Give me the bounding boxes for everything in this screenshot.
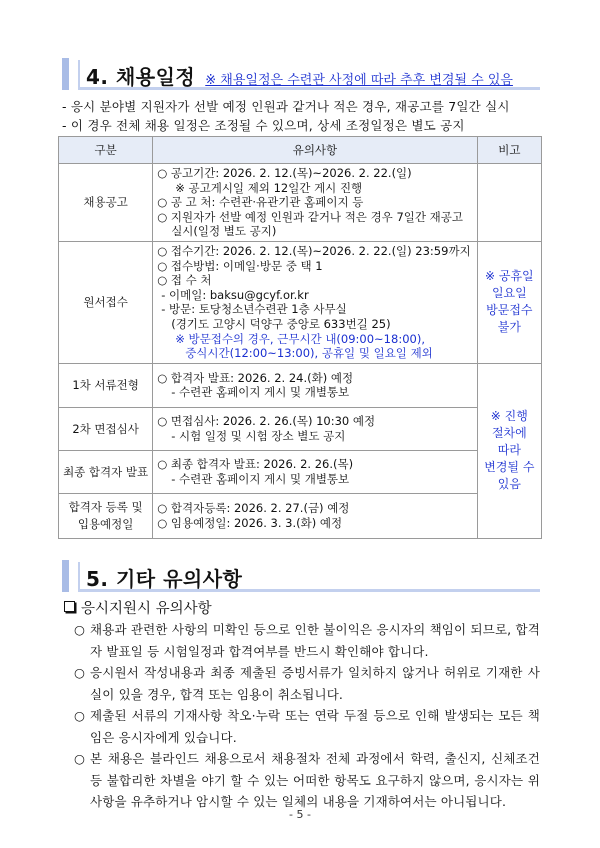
header-remark: 비고	[477, 137, 541, 164]
heading-accent-bar	[62, 560, 69, 592]
heading-divider	[78, 562, 80, 592]
detail-line: ○ 최종 합격자 발표: 2026. 2. 26.(목)	[157, 457, 354, 472]
list-item	[74, 748, 540, 813]
email-line: - 이메일: baksu@gcyf.or.kr	[161, 287, 309, 302]
detail-line: ○ 임용예정일: 2026. 3. 3.(화) 예정	[157, 515, 343, 530]
row-details	[153, 407, 477, 450]
row-remark	[477, 241, 541, 363]
remark-line: 절차에	[491, 426, 527, 441]
detail-line: ○ 면접심사: 2026. 2. 26.(목) 10:30 예정	[157, 414, 376, 429]
remark-line: 불가	[497, 320, 521, 335]
detail-line: ○ 접수방법: 이메일·방문 중 택 1	[157, 258, 323, 273]
detail-line: - 방문: 토당청소년수련관 1층 사무실	[161, 302, 347, 317]
detail-line: ○ 합격자 발표: 2026. 2. 24.(화) 예정	[157, 370, 354, 385]
row-category	[59, 493, 153, 538]
section-title-text: 4. 채용일정	[86, 65, 196, 89]
checkbox-square-icon	[64, 601, 75, 612]
detail-line: ※ 공고게시일 제외 12일간 게시 진행	[175, 180, 363, 195]
table-row	[59, 164, 542, 242]
visit-note-line: 중식시간(12:00~13:00), 공휴일 및 일요일 제외	[185, 346, 433, 361]
remark-line: 변경될 수	[484, 460, 535, 475]
heading-divider	[78, 60, 80, 90]
detail-line: - 수련관 홈페이지 게시 및 개별통보	[171, 471, 350, 486]
header-category: 구분	[59, 137, 153, 164]
header-notes: 유의사항	[153, 137, 477, 164]
row-category: 원서접수	[59, 241, 153, 363]
row-category: 1차 서류전형	[59, 363, 153, 407]
list-item-text: 채용과 관련한 사항의 미확인 등으로 인한 불이익은 응시자의 책임이 되므로, 합격자 발표일 등 시험일정과 합격여부를 반드시 확인해야 합니다.	[90, 622, 540, 659]
list-item-text: 본 채용은 블라인드 채용으로서 채용절차 전체 과정에서 학력, 출신지, 신체조건 등 불합리한 차별을 야기 할 수 있는 어떠한 항목도 요구하지 않으며, 응시자는 위 사항을 유추하거나 암시할 수 있는 일체의 내용을 기재하여서는 아니됩니다.	[90, 751, 540, 809]
row-details	[153, 241, 477, 363]
detail-line: - 수련관 홈페이지 게시 및 개별통보	[171, 385, 350, 400]
row-category: 2차 면접심사	[59, 407, 153, 450]
section-title	[86, 61, 513, 90]
intro-line-1: - 응시 분야별 지원자가 선발 예정 인원과 같거나 적은 경우, 재공고를 7일간 실시	[62, 99, 510, 114]
section-5-heading	[62, 560, 540, 592]
table-row	[59, 450, 542, 493]
list-item-text: 제출된 서류의 기재사항 착오·누락 또는 연락 두절 등으로 인해 발생되는 모든 책임은 응시자에게 있습니다.	[90, 708, 540, 745]
category-line: 입용예정일	[77, 516, 134, 531]
row-details	[153, 363, 477, 407]
detail-line: ○ 접 수 처	[157, 273, 212, 288]
subheading	[64, 597, 212, 618]
circle-bullet-icon: ○	[74, 708, 86, 723]
list-item	[74, 662, 540, 705]
table-row	[59, 407, 542, 450]
row-details	[153, 164, 477, 242]
remark-line: 따라	[497, 443, 521, 458]
merged-remark	[477, 363, 541, 538]
detail-line: ○ 합격자등록: 2026. 2. 27.(금) 예정	[157, 501, 350, 516]
section-title: 5. 기타 유의사항	[86, 567, 243, 591]
table-row	[59, 241, 542, 363]
circle-bullet-icon: ○	[74, 751, 86, 766]
circle-bullet-icon: ○	[74, 665, 86, 680]
schedule-table	[58, 136, 542, 539]
row-details	[153, 450, 477, 493]
heading-accent-bar	[62, 58, 69, 90]
table-row	[59, 493, 542, 538]
row-category: 채용공고	[59, 164, 153, 242]
detail-line: ○ 공고기간: 2026. 2. 12.(목)~2026. 2. 22.(일)	[157, 166, 412, 180]
section-4-heading	[62, 58, 540, 90]
list-item	[74, 705, 540, 748]
page-number: - 5 -	[289, 808, 311, 821]
schedule-change-note: ※ 채용일정은 수련관 사정에 따라 추후 변경될 수 있음	[205, 73, 513, 88]
remark-line: ※ 공휴일	[485, 269, 534, 284]
row-remark	[477, 164, 541, 242]
list-item-text: 응시원서 작성내용과 최종 제출된 증빙서류가 일치하지 않거나 허위로 기재한 사실이 있을 경우, 합격 또는 임용이 취소됩니다.	[90, 665, 540, 702]
intro-line-2: - 이 경우 전체 채용 일정은 조정될 수 있으며, 상세 조정일정은 별도 공지	[62, 118, 465, 133]
detail-line: ○ 접수기간: 2026. 2. 12.(목)~2026. 2. 22.(일) 23:59까지	[157, 243, 471, 258]
table-row	[59, 363, 542, 407]
detail-line: ○ 지원자가 선발 예정 인원과 같거나 적은 경우 7일간 재공고	[157, 209, 463, 224]
notes-list	[74, 619, 540, 813]
address-line: (경기도 고양시 덕양구 중앙로 633번길 25)	[171, 316, 391, 331]
table-header-row	[59, 137, 542, 164]
visit-note-line: ※ 방문접수의 경우, 근무시간 내(09:00~18:00),	[175, 331, 425, 346]
remark-line: 있음	[497, 477, 521, 492]
category-line: 합격자 등록 및	[68, 499, 143, 514]
detail-line: ○ 공 고 처: 수련관·유관기관 홈페이지 등	[157, 195, 364, 210]
subheading-text: 응시지원시 유의사항	[81, 601, 212, 617]
list-item	[74, 619, 540, 662]
remark-line: 일요일	[491, 286, 527, 301]
detail-line: - 시험 일정 및 시험 장소 별도 공지	[171, 428, 346, 443]
remark-line: 방문접수	[486, 303, 533, 318]
row-category: 최종 합격자 발표	[59, 450, 153, 493]
detail-line: 실시(일정 별도 공지)	[171, 224, 277, 239]
row-details	[153, 493, 477, 538]
circle-bullet-icon: ○	[74, 622, 86, 637]
remark-line: ※ 진행	[490, 409, 528, 424]
